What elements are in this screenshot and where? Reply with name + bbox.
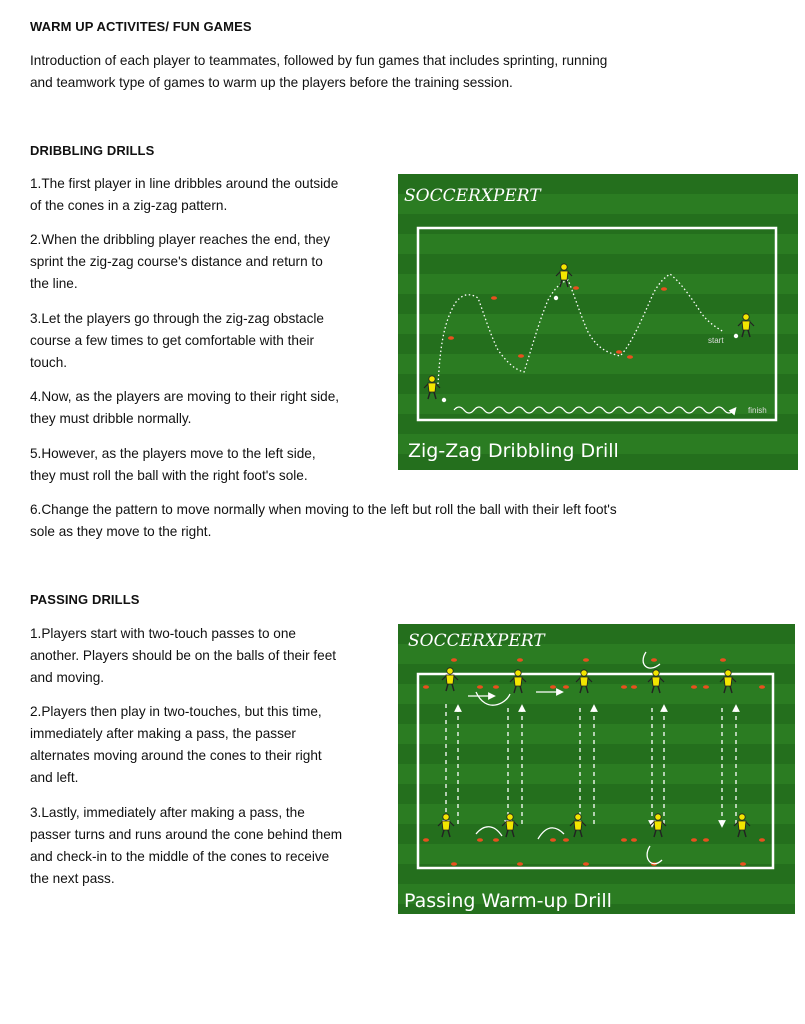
dribbling-step-2	[30, 229, 330, 295]
passing-step-3-line-2: passer turns and runs around the cone behind them	[30, 827, 343, 842]
passing-step-3-line-4: the next pass.	[30, 871, 115, 886]
dribbling-step-4-line-2: they must dribble normally.	[30, 411, 192, 426]
dribbling-step-5	[30, 443, 316, 487]
dribbling-step-5-line-2: they must roll the ball with the right foot's sole.	[30, 468, 308, 483]
ball-icon	[442, 398, 446, 402]
field-background	[398, 624, 795, 914]
diagram-caption: Passing Warm-up Drill	[404, 890, 612, 912]
passing-step-3	[30, 802, 342, 890]
dribbling-step-1	[30, 173, 338, 217]
passing-step-2	[30, 701, 322, 789]
dribbling-step-6-line-2: sole as they move to the right.	[30, 524, 212, 539]
dribbling-step-3-line-1: 3.Let the players go through the zig-zag obstacle	[30, 311, 324, 326]
brand-logo: SOCCERXPERT	[408, 631, 545, 651]
field-background	[398, 174, 798, 470]
dribbling-step-1-line-1: 1.The first player in line dribbles around the outside	[30, 176, 339, 191]
dribbling-step-6	[30, 499, 617, 543]
passing-step-1	[30, 623, 336, 689]
passing-step-2-line-4: and left.	[30, 770, 79, 785]
passing-step-1-line-2: another. Players should be on the balls of their feet	[30, 648, 337, 663]
passing-step-2-line-2: immediately after making a pass, the passer	[30, 726, 296, 741]
passing-step-3-line-1: 3.Lastly, immediately after making a pass, the	[30, 805, 305, 820]
dribbling-step-3-line-3: touch.	[30, 355, 68, 370]
dribbling-step-2-line-1: 2.When the dribbling player reaches the end, they	[30, 232, 331, 247]
dribbling-step-5-line-1: 5.However, as the players move to the left side,	[30, 446, 316, 461]
warmup-line-1: Introduction of each player to teammates, followed by fun games that includes sprinting, running	[30, 53, 608, 68]
dribbling-step-4	[30, 386, 339, 430]
passing-step-3-line-3: and check-in to the middle of the cones to receive	[30, 849, 330, 864]
passing-heading: PASSING DRILLS	[30, 592, 140, 607]
warmup-line-2: and teamwork type of games to warm up the players before the training session.	[30, 75, 513, 90]
dribbling-heading: DRIBBLING DRILLS	[30, 143, 155, 158]
brand-logo: SOCCERXPERT	[404, 186, 541, 206]
dribbling-step-1-line-2: of the cones in a zig-zag pattern.	[30, 198, 228, 213]
dribbling-step-6-line-1: 6.Change the pattern to move normally when moving to the left but roll the ball with their left foot's	[30, 502, 617, 517]
ball-icon	[554, 296, 558, 300]
dribbling-step-3	[30, 308, 324, 374]
warmup-text	[30, 50, 607, 94]
dribbling-step-4-line-1: 4.Now, as the players are moving to their right side,	[30, 389, 340, 404]
warmup-heading: WARM UP ACTIVITES/ FUN GAMES	[30, 19, 252, 34]
dribbling-step-2-line-2: sprint the zig-zag course's distance and return to	[30, 254, 323, 269]
start-label: start	[708, 336, 724, 345]
passing-step-2-line-3: alternates moving around the cones to their right	[30, 748, 322, 763]
zigzag-dribbling-diagram	[398, 174, 798, 470]
passing-step-1-line-3: and moving.	[30, 670, 105, 685]
passing-warmup-diagram	[398, 624, 795, 914]
diagram-caption: Zig-Zag Dribbling Drill	[408, 440, 619, 462]
dribbling-step-2-line-3: the line.	[30, 276, 78, 291]
passing-step-1-line-1: 1.Players start with two-touch passes to one	[30, 626, 296, 641]
finish-label: finish	[748, 406, 767, 415]
ball-icon	[734, 334, 738, 338]
dribbling-step-3-line-2: course a few times to get comfortable with their	[30, 333, 315, 348]
passing-step-2-line-1: 2.Players then play in two-touches, but this time,	[30, 704, 322, 719]
